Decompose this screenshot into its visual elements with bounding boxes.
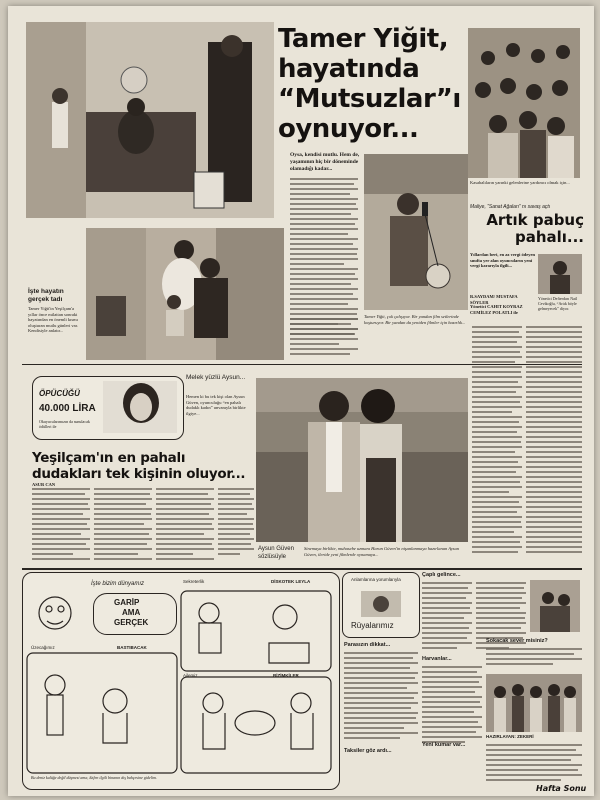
news-title-2: Parasızın dikkat... — [344, 642, 391, 648]
cartoon-panel-title: İşte bizim dünyamız — [91, 581, 145, 587]
middle-body-column-1 — [32, 488, 90, 562]
news-title-6: Taksiler göz ardı... — [344, 748, 392, 754]
strip-label-sekreterlik: Sekreterlik — [183, 579, 205, 584]
photo-official — [538, 254, 582, 294]
news-column-e — [486, 648, 582, 672]
section-divider-bottom — [22, 568, 582, 570]
photo-aysun-portrait — [103, 381, 177, 433]
top-body-column-2 — [290, 318, 358, 358]
sidebar-headline-line-1: Artık pabuç — [486, 211, 584, 229]
news-title-1: Çaplı gelince... — [422, 572, 461, 578]
sidebar-headline — [478, 212, 584, 246]
dreams-subtitle: Anlamlarına yorumlarıyla — [351, 577, 401, 582]
garip-line-2: AMA — [122, 608, 141, 617]
newspaper-page — [8, 6, 594, 796]
left-caption-body: Tamer Yiğit'in Yeşilçam'a yıllar önce milattan sonraki hayatından en önemli kısmı oluşturan mutlu günleri var. Kendisiyle anlatır... — [28, 306, 78, 333]
strip-label-bizimkiler: BİZİMKİLER — [273, 673, 299, 678]
headline-line-3: “Mutsuzlar”ı — [278, 84, 461, 114]
cartoon-panel — [22, 572, 340, 790]
dreams-title: Rüyalarımız — [351, 621, 394, 630]
page-footer: Hafta Sonu — [536, 784, 587, 793]
news-column-f — [486, 744, 582, 784]
strip-label-bastibacak: BASTIBACAK — [117, 645, 147, 650]
middle-headline — [32, 450, 254, 482]
headline-line-1: Tamer Yiğit, — [278, 24, 449, 54]
right-photo-caption: Kasabalıların yarınki gelenlerine yardımcı olmak için... — [470, 180, 570, 185]
news-column-a — [422, 582, 472, 652]
photo-family-living-room — [26, 22, 274, 218]
dreams-box — [342, 572, 420, 638]
strip-label-ailemiz: Ailemiz — [183, 673, 198, 678]
middle-headline-line-1: Yeşilçam'ın en pahalı — [32, 450, 186, 466]
side-story-title: Melek yüzlü Aysun... — [186, 374, 246, 381]
phone-photo-caption: Tamer Yiğit, çok çalışıyor. Bir yandan film setlerinde koşturuyor. Bir yandan da yeniden filmler için hazırlık... — [364, 314, 466, 325]
middle-headline-line-2: dudakları tek kişinin oluyor... — [32, 466, 246, 482]
sidebar-sub-1: Yönetici CAHIT KOYRAZ CEMİLEZ POLATLI ile — [470, 304, 523, 315]
top-body-column-1 — [290, 178, 358, 338]
middle-body-column-4 — [218, 488, 254, 562]
news-column-d — [422, 666, 482, 752]
headline-line-4: oynuyor... — [278, 114, 419, 144]
garip-line-3: GERÇEK — [114, 618, 149, 627]
photo-man-on-phone — [364, 154, 468, 310]
contest-label: ÖPÜCÜĞÜ — [39, 389, 80, 398]
sidebar-headline-line-2: pahalı... — [514, 228, 584, 246]
strip-label-uzecagimiz: Üzecağımız — [31, 645, 55, 650]
photo-couple — [256, 378, 468, 542]
dreams-illustration — [361, 591, 401, 617]
photo-crowd — [468, 28, 580, 178]
photo-group-bottom — [486, 674, 582, 732]
contest-badge — [32, 376, 184, 440]
couple-caption-body: Sinemaya birlikte, muhasebe uzmanı Harun Güven'in nişanlanmaya hazırlanan Aysun Güven, ileride yeni filmlerde oynamaya... — [304, 546, 459, 557]
cartoon-drawings — [23, 573, 339, 789]
news-title-3: Harvanlar... — [422, 656, 452, 662]
photo-news-small — [530, 580, 580, 632]
side-story-body: Hemen ki bu tek kişi olan Aysun Güven, oyunculuğu “en pahalı dudaklı kadın” unvanıyla birlikte ilgiye... — [186, 394, 246, 416]
right-name-list — [526, 326, 582, 556]
cartoon-strip-caption: Bu deniz kulüğe değil düşmesi ama, lütfen ilgili binanın dış bahçesine gidelim. — [31, 775, 157, 780]
garip-line-1: GARİP — [114, 598, 140, 607]
left-caption-title: İşte hayatın gerçek tadı — [28, 288, 64, 303]
right-body-column-1 — [472, 326, 522, 556]
top-headline — [278, 24, 468, 144]
sidebar-byline: R.SAYDAM/ MUSTAFA SÖYLER — [470, 294, 518, 305]
couple-caption-name: Aysun Güven — [258, 546, 294, 552]
news-title-5: Sokacak sever misiniz? — [486, 638, 548, 644]
sidebar-kicker: Maliye, “Sanat Ağaları” nı savaş açtı — [470, 204, 551, 210]
strip-label-diskotek: DİSKOTEK LEYLA — [271, 579, 311, 584]
middle-body-column-2 — [94, 488, 152, 562]
photo-mother-children — [86, 228, 284, 360]
contest-amount: 40.000 LİRA — [39, 403, 96, 414]
sidebar-photo-caption: Yönetici Defterdarı Nail Cevikoğlu, “Artık böyle gelmeyecek” diyor. — [538, 296, 578, 311]
middle-body-column-3 — [156, 488, 214, 562]
news-column-c — [344, 652, 418, 744]
middle-author-tag: ASUR CAN — [32, 482, 56, 487]
news-title-4: Yeni kumar var... — [422, 742, 466, 748]
top-deck: Oysa, kendisi mutlu. Hem de, yaşamının hiç bir döneminde olamadığı kadar... — [290, 152, 360, 172]
couple-caption-line2: sözlüsüyle — [258, 554, 287, 560]
contest-note: Okuyucularımızın da sunulacak ödülleri ile — [39, 419, 90, 429]
sidebar-lead: Yıllardan beri, en az vergi ödeyen sınıfta yer alan oyuncuların yeni vergi kararıyla ilgili... — [470, 252, 535, 268]
headline-line-2: hayatında — [278, 54, 420, 84]
news-byline: HAZIRLAYAN: ZEKERİ — [486, 734, 534, 739]
